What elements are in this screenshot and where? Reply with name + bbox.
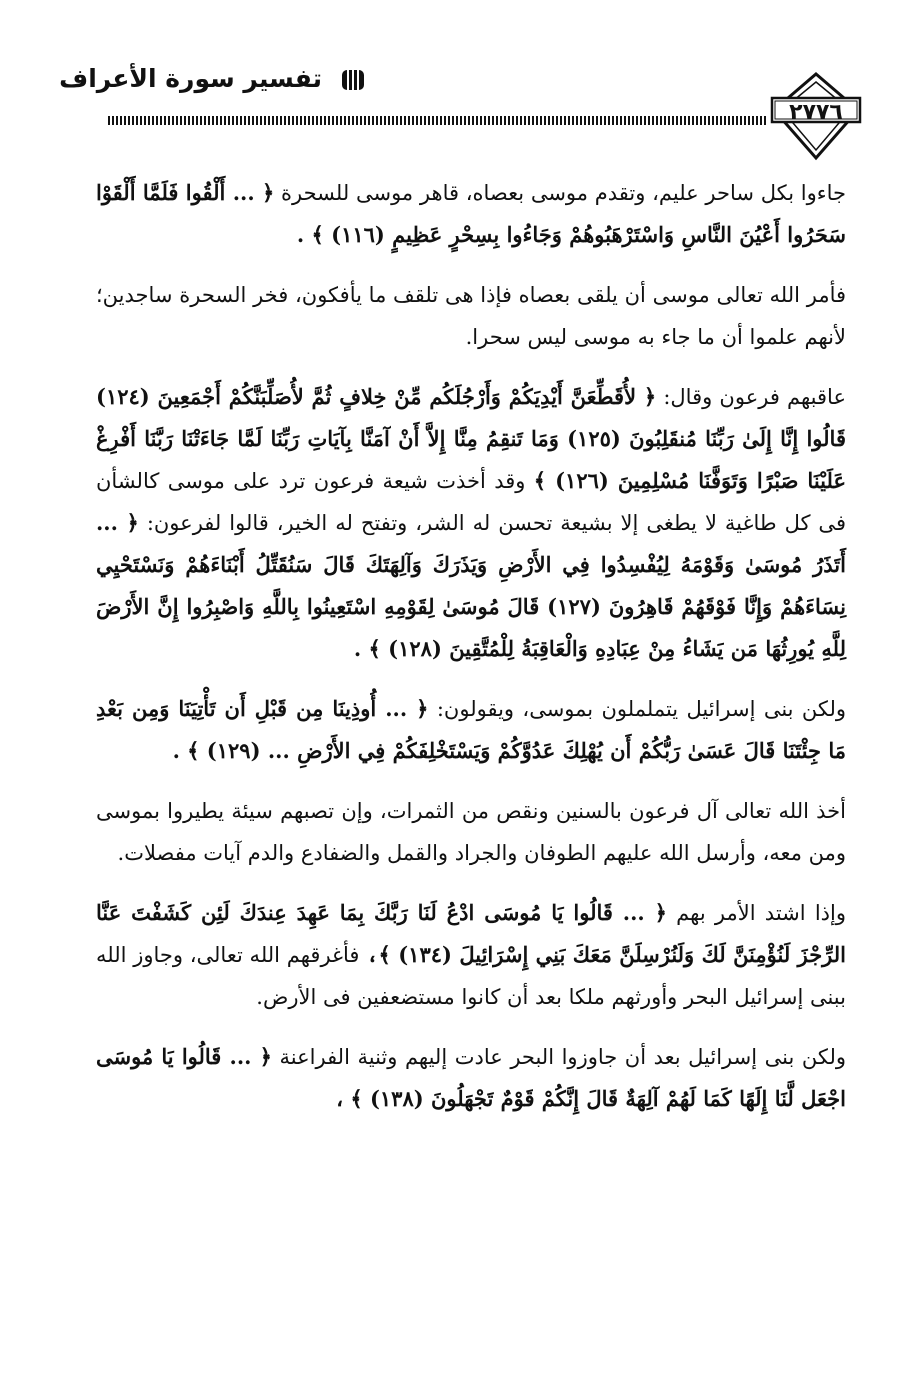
paragraph-text: ولكن بنى إسرائيل بعد أن جاوزوا البحر عادت إليهم وثنية الفراعنة <box>279 1045 846 1069</box>
paragraph-text: عاقبهم فرعون وقال: <box>663 385 846 409</box>
ornament-icon <box>340 66 366 94</box>
quran-verse: ﴿ ... قَالُوا يَا مُوسَى ادْعُ لَنَا رَبَّكَ بِمَا عَهِدَ عِندَكَ لَئِن كَشَفْتَ عَنَّا الرِّجْزَ لَنُؤْمِنَنَّ لَكَ وَلَنُرْسِلَنَّ مَعَكَ بَنِي إِسْرَائِيلَ (١٣٤) ﴾، <box>96 900 847 967</box>
paragraph-text: وقد أخذت شيعة فرعون ترد على موسى كالشأن فى كل طاغية لا يطغى إلا بشيعة تحسن له الشر، وتفتح له الخير، قالوا لفرعون: <box>96 469 846 535</box>
paragraph-7 <box>96 1036 846 1120</box>
paragraph-text: فأمر الله تعالى موسى أن يلقى بعصاه فإذا هى تلقف ما يأفكون، فخر السحرة ساجدين؛ لأنهم علموا أن ما جاء به موسى ليس سحرا. <box>96 283 846 349</box>
page-number: ٢٧٧٦ <box>789 100 843 125</box>
quran-verse: ﴿ ... أَلْقُوا فَلَمَّا أَلْقَوْا سَحَرُوا أَعْيُنَ النَّاسِ وَاسْتَرْهَبُوهُمْ وَجَاءُوا بِسِحْرٍ عَظِيمٍ (١١٦) ﴾ . <box>96 180 846 247</box>
running-title: تفسير سورة الأعراف <box>59 64 322 93</box>
quran-verse: ﴿ ... أَتَذَرُ مُوسَىٰ وَقَوْمَهُ لِيُفْسِدُوا فِي الأَرْضِ وَيَذَرَكَ وَآلِهَتَكَ قَالَ سَنُقَتِّلُ أَبْنَاءَهُمْ وَنَسْتَحْيِي نِسَاءَهُمْ وَإِنَّا فَوْقَهُمْ قَاهِرُونَ (١٢٧) قَالَ مُوسَىٰ لِقَوْمِهِ اسْتَعِينُوا بِاللَّهِ وَاصْبِرُوا إِنَّ الأَرْضَ لِلَّهِ يُورِثُهَا مَن يَشَاءُ مِنْ عِبَادِهِ وَالْعَاقِبَةُ لِلْمُتَّقِينَ (١٢٨) ﴾ . <box>96 510 846 661</box>
paragraph-6 <box>96 892 846 1018</box>
paragraph-5 <box>96 790 846 874</box>
paragraph-3 <box>96 376 846 670</box>
page-header <box>0 0 922 160</box>
paragraph-text: فأغرقهم الله تعالى، وجاوز الله ببنى إسرائيل البحر وأورثهم ملكا بعد أن كانوا مستضعفين فى الأرض. <box>96 943 846 1009</box>
quran-verse: ﴿ ... أُوذِينَا مِن قَبْلِ أَن تَأْتِيَنَا وَمِن بَعْدِ مَا جِئْتَنَا قَالَ عَسَىٰ رَبُّكُمْ أَن يُهْلِكَ عَدُوَّكُمْ وَيَسْتَخْلِفَكُمْ فِي الأَرْضِ ... (١٢٩) ﴾ . <box>96 696 846 763</box>
paragraph-text: أخذ الله تعالى آل فرعون بالسنين ونقص من الثمرات، وإن تصبهم سيئة يطيروا بموسى ومن معه، وأرسل الله عليهم الطوفان والجراد والقمل والضفادع والدم آيات مفصلات. <box>96 799 846 865</box>
paragraph-4 <box>96 688 846 772</box>
paragraph-text: وإذا اشتد الأمر بهم <box>676 901 846 925</box>
header-rule <box>108 116 768 125</box>
paragraph-text: ولكن بنى إسرائيل يتململون بموسى، ويقولون: <box>436 697 846 721</box>
quran-verse: ﴿ لأُقَطِّعَنَّ أَيْدِيَكُمْ وَأَرْجُلَكُم مِّنْ خِلافٍ ثُمَّ لأُصَلِّبَنَّكُمْ أَجْمَعِينَ (١٢٤) قَالُوا إِنَّا إِلَىٰ رَبِّنَا مُنقَلِبُونَ (١٢٥) وَمَا تَنقِمُ مِنَّا إِلاَّ أَنْ آمَنَّا بِآيَاتِ رَبِّنَا لَمَّا جَاءَتْنَا رَبَّنَا أَفْرِغْ عَلَيْنَا صَبْرًا وَتَوَفَّنَا مُسْلِمِينَ (١٢٦) ﴾ <box>96 384 846 493</box>
paragraph-1 <box>96 172 846 256</box>
page-body <box>96 172 846 1138</box>
paragraph-text: جاءوا بكل ساحر عليم، وتقدم موسى بعصاه، قاهر موسى للسحرة <box>281 181 846 205</box>
paragraph-2 <box>96 274 846 358</box>
quran-verse: ﴿ ... قَالُوا يَا مُوسَى اجْعَل لَّنَا إِلَهًا كَمَا لَهُمْ آلِهَةٌ قَالَ إِنَّكُمْ قَوْمٌ تَجْهَلُونَ (١٣٨) ﴾ ، <box>96 1044 846 1111</box>
